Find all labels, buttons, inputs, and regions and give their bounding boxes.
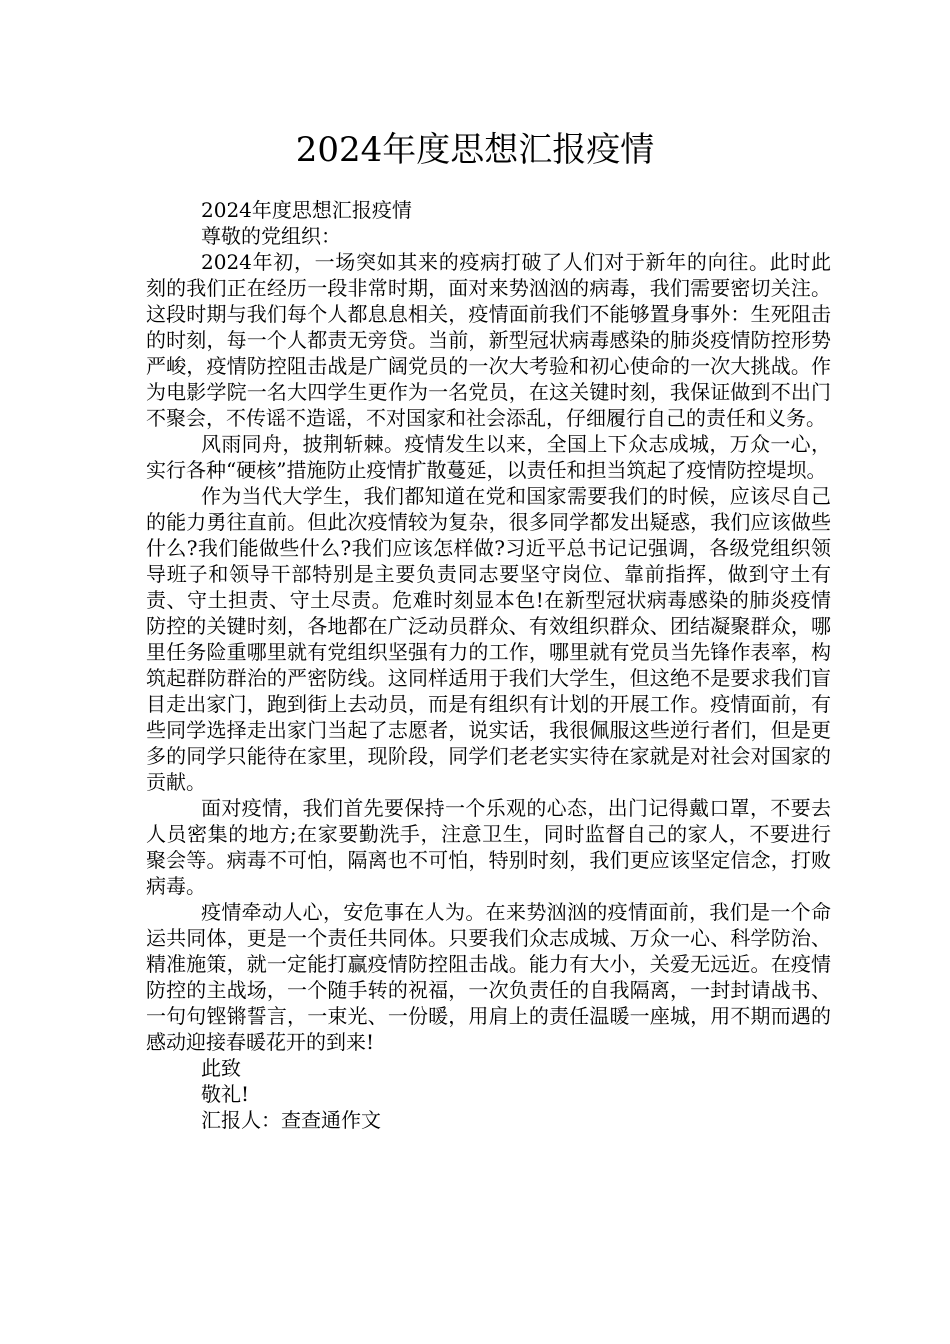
document-body: [146, 197, 831, 1133]
closing-regards: 此致: [201, 1056, 241, 1080]
signature: 汇报人：查查通作文: [201, 1108, 381, 1132]
closing-salute: 敬礼!: [201, 1082, 250, 1106]
salutation: 尊敬的党组织：: [201, 224, 341, 248]
paragraph-3: 作为当代大学生，我们都知道在党和国家需要我们的时候，应该尽自己的能力勇往直前。但此次疫情较为复杂，很多同学都发出疑惑，我们应该做些什么?我们能做些什么?我们应该怎样做?习近平总书记记强调，各级党组织领导班子和领导干部特别是主要负责同志要坚守岗位、靠前指挥，做到守土有责、守土担责、守土尽责。危难时刻显本色!在新型冠状病毒感染的肺炎疫情防控的关键时刻，各地都在广泛动员群众、有效组织群众、团结凝聚群众，哪里任务险重哪里就有党组织坚强有力的工作，哪里就有党员当先锋作表率，构筑起群防群治的严密防线。这同样适用于我们大学生，但这绝不是要求我们盲目走出家门，跑到街上去动员，而是有组织有计划的开展工作。疫情面前，有些同学选择走出家门当起了志愿者，说实话，我很佩服这些逆行者们，但是更多的同学只能待在家里，现阶段，同学们老老实实待在家就是对社会对国家的贡献。: [146, 484, 831, 794]
paragraph-4: 面对疫情，我们首先要保持一个乐观的心态，出门记得戴口罩，不要去人员密集的地方;在家要勤洗手，注意卫生，同时监督自己的家人，不要进行聚会等。病毒不可怕，隔离也不可怕，特别时刻，我们更应该坚定信念，打败病毒。: [146, 796, 831, 898]
paragraph-1: 2024年初，一场突如其来的疫病打破了人们对于新年的向往。此时此刻的我们正在经历一段非常时期，面对来势汹汹的病毒，我们需要密切关注。这段时期与我们每个人都息息相关，疫情面前我们不能够置身事外：生死阻击的时刻，每一个人都责无旁贷。当前，新型冠状病毒感染的肺炎疫情防控形势严峻，疫情防控阻击战是广阔党员的一次大考验和初心使命的一次大挑战。作为电影学院一名大四学生更作为一名党员，在这关键时刻，我保证做到不出门不聚会，不传谣不造谣，不对国家和社会添乱，仔细履行自己的责任和义务。: [146, 250, 831, 430]
paragraph-5: 疫情牵动人心，安危事在人为。在来势汹汹的疫情面前，我们是一个命运共同体，更是一个责任共同体。只要我们众志成城、万众一心、科学防治、精准施策，就一定能打赢疫情防控阻击战。能力有大小，关爱无远近。在疫情防控的主战场，一个随手转的祝福，一次负责任的自我隔离，一封封请战书、一句句铿锵誓言，一束光、一份暖，用肩上的责任温暖一座城，用不期而遇的感动迎接春暖花开的到来!: [146, 900, 831, 1054]
document-title: 2024年度思想汇报疫情: [295, 130, 655, 170]
paragraph-2: 风雨同舟，披荆斩棘。疫情发生以来，全国上下众志成城，万众一心，实行各种“硬核”措施防止疫情扩散蔓延，以责任和担当筑起了疫情防控堤坝。: [146, 432, 831, 482]
document-subtitle: 2024年度思想汇报疫情: [201, 198, 412, 222]
